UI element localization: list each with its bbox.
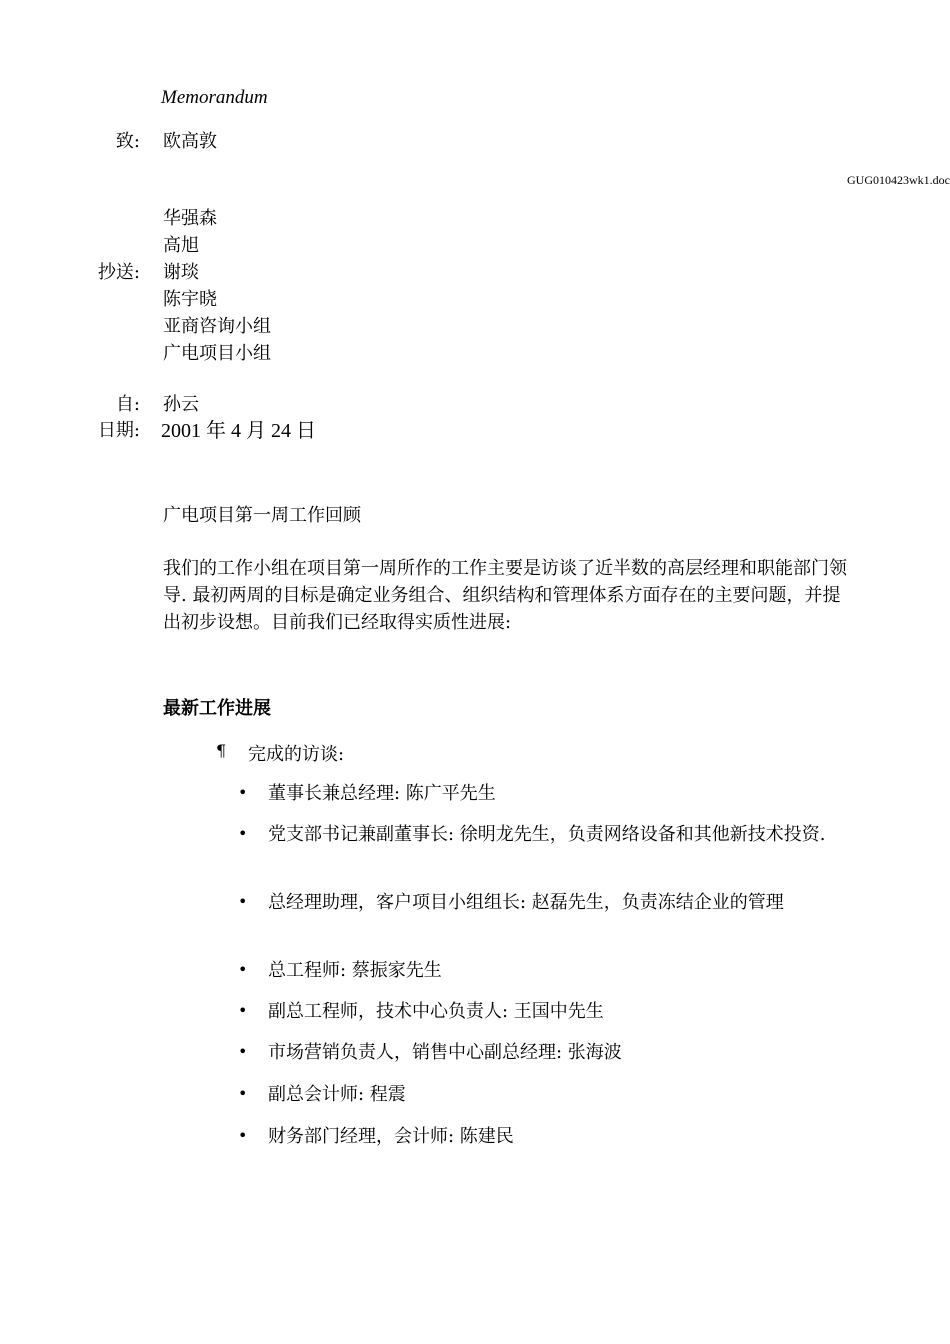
to-label: 致: — [115, 131, 140, 152]
intro-paragraph: 我们的工作小组在项目第一周所作的工作主要是访谈了近半数的高层经理和职能部门领导. 最初两周的目标是确定业务组合、组织结构和管理体系方面存在的主要问题，并提出初步设想。目前我们已经取得实质性进展: — [163, 558, 847, 633]
memo-title: Memorandum — [161, 87, 268, 108]
bullet-marker: • — [238, 783, 248, 802]
interview-item: 董事长兼总经理: 陈广平先生 — [268, 783, 496, 804]
cc-item: 广电项目小组 — [163, 343, 271, 364]
cc-item: 亚商咨询小组 — [163, 316, 271, 337]
from-label: 自: — [115, 394, 140, 415]
subject-line: 广电项目第一周工作回顾 — [163, 505, 361, 526]
interview-item: 副总会计师: 程震 — [268, 1084, 406, 1105]
bullet-marker: • — [238, 892, 248, 911]
bullet-marker: • — [238, 1126, 248, 1145]
cc-label: 抄送: — [97, 262, 140, 283]
cc-item: 高旭 — [163, 235, 199, 256]
interviews-label: 完成的访谈: — [248, 744, 345, 765]
cc-item: 华强森 — [163, 208, 217, 229]
cc-item: 谢琰 — [163, 262, 199, 283]
interview-item: 市场营销负责人，销售中心副总经理: 张海波 — [268, 1042, 622, 1063]
interview-item: 总工程师: 蔡振家先生 — [268, 960, 442, 981]
doc-reference: GUG010423wk1.doc — [847, 173, 950, 187]
date-label: 日期: — [97, 420, 140, 441]
interview-item: 财务部门经理，会计师: 陈建民 — [268, 1126, 514, 1147]
bullet-marker: • — [238, 1084, 248, 1103]
bullet-marker: • — [238, 824, 248, 843]
from-value: 孙云 — [163, 394, 199, 415]
interview-item: 总经理助理，客户项目小组组长: 赵磊先生，负责冻结企业的管理 — [268, 892, 784, 913]
bullet-marker: • — [238, 960, 248, 979]
bullet-marker: • — [238, 1001, 248, 1020]
cc-item: 陈宇晓 — [163, 289, 217, 310]
section-heading: 最新工作进展 — [163, 698, 271, 719]
interview-item: 党支部书记兼副董事长: 徐明龙先生，负责网络设备和其他新技术投资. — [268, 824, 826, 845]
to-value: 欧高敦 — [163, 131, 217, 152]
interview-item: 副总工程师，技术中心负责人: 王国中先生 — [268, 1001, 604, 1022]
pilcrow-marker: ¶ — [216, 741, 227, 760]
bullet-marker: • — [238, 1042, 248, 1061]
date-value: 2001 年 4 月 24 日 — [161, 420, 316, 442]
